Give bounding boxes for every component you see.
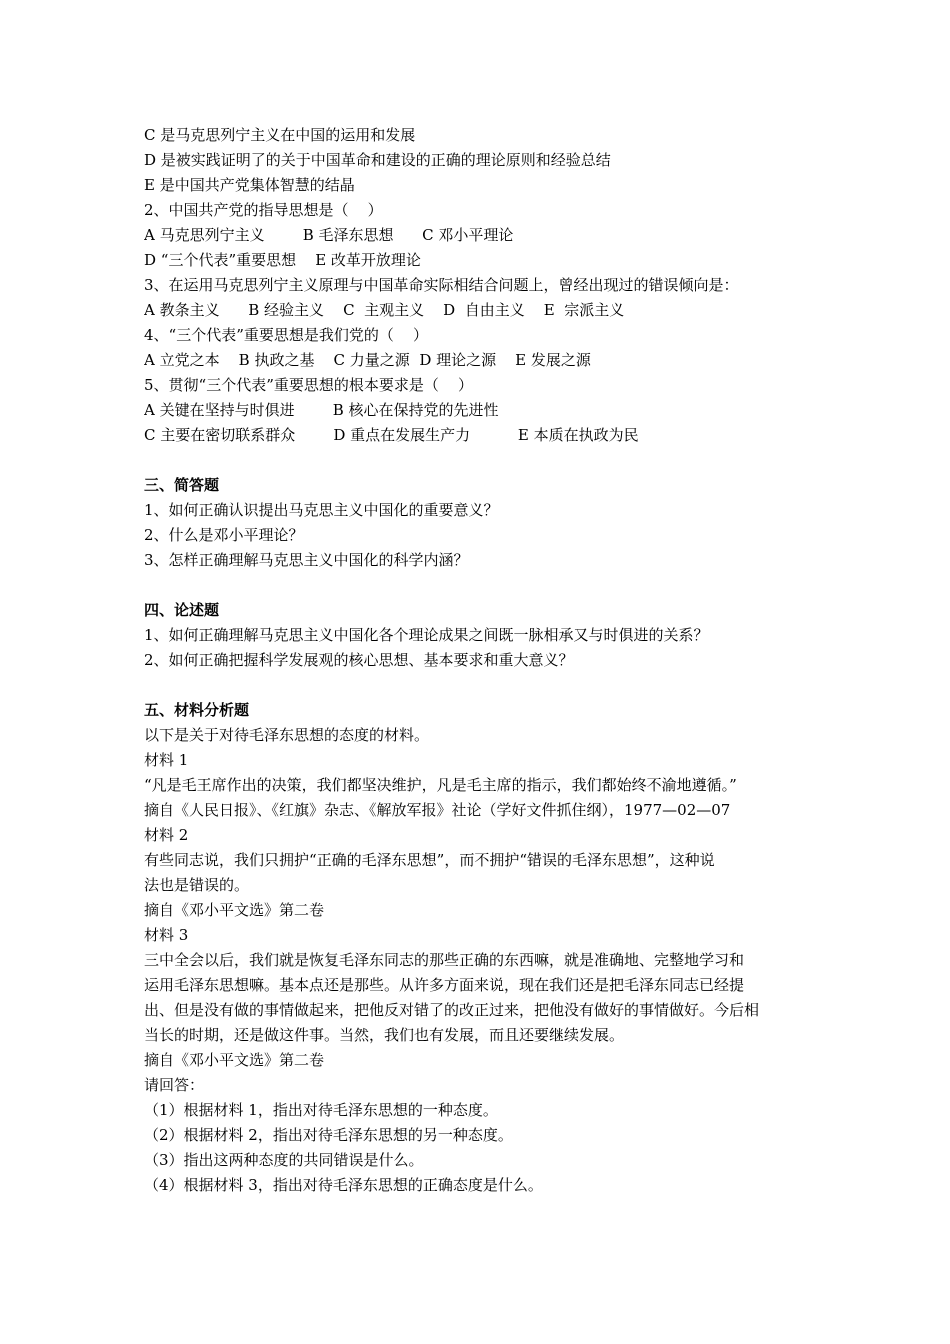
- option-line: C 主要在密切联系群众 D 重点在发展生产力 E 本质在执政为民: [144, 426, 639, 444]
- material-label: 材料 2: [144, 826, 189, 844]
- sub-question: （1）根据材料 1，指出对待毛泽东思想的一种态度。: [144, 1101, 498, 1119]
- material-text: 三中全会以后，我们就是恢复毛泽东同志的那些正确的东西嘛，就是准确地、完整地学习和: [144, 951, 745, 969]
- option-line: C 是马克思列宁主义在中国的运用和发展: [144, 126, 416, 144]
- material-source: 摘自《邓小平文选》第二卷: [144, 1051, 325, 1069]
- multi-choice-section: [144, 123, 824, 448]
- material-text: 出、但是没有做的事情做起来，把他反对错了的改正过来，把他没有做好的事情做好。今后相: [144, 1001, 760, 1019]
- option-line: D 是被实践证明了的关于中国革命和建设的正确的理论原则和经验总结: [144, 151, 611, 169]
- short-answer-section: [144, 473, 824, 573]
- material-analysis-section: [144, 698, 824, 1198]
- option-line: A 立党之本 B 执政之基 C 力量之源 D 理论之源 E 发展之源: [144, 351, 591, 369]
- material-text: 有些同志说，我们只拥护“正确的毛泽东思想”，而不拥护“错误的毛泽东思想”，这种说: [144, 851, 715, 869]
- material-label: 材料 3: [144, 926, 189, 944]
- material-label: 材料 1: [144, 751, 189, 769]
- question-line: 1、如何正确认识提出马克思主义中国化的重要意义？: [144, 501, 499, 519]
- question-line: 3、在运用马克思列宁主义原理与中国革命实际相结合问题上，曾经出现过的错误倾向是：: [144, 276, 739, 294]
- section-heading: 三、简答题: [144, 476, 220, 494]
- option-line: A 关键在坚持与时俱进 B 核心在保持党的先进性: [144, 401, 499, 419]
- material-text: 运用毛泽东思想嘛。基本点还是那些。从许多方面来说，现在我们还是把毛泽东同志已经提: [144, 976, 745, 994]
- spacer: [144, 673, 824, 698]
- spacer: [144, 573, 824, 598]
- question-line: 2、什么是邓小平理论？: [144, 526, 304, 544]
- section-heading: 四、论述题: [144, 601, 220, 619]
- document-page: [144, 123, 824, 1198]
- question-line: 4、“三个代表”重要思想是我们党的（ ）: [144, 326, 428, 344]
- question-line: 3、怎样正确理解马克思主义中国化的科学内涵？: [144, 551, 469, 569]
- sub-question: （3）指出这两种态度的共同错误是什么。: [144, 1151, 424, 1169]
- option-line: A 教条主义 B 经验主义 C 主观主义 D 自由主义 E 宗派主义: [144, 301, 625, 319]
- option-line: D “三个代表”重要思想 E 改革开放理论: [144, 251, 421, 269]
- sub-question: （4）根据材料 3，指出对待毛泽东思想的正确态度是什么。: [144, 1176, 543, 1194]
- spacer: [144, 448, 824, 473]
- question-line: 2、如何正确把握科学发展观的核心思想、基本要求和重大意义？: [144, 651, 574, 669]
- question-line: 1、如何正确理解马克思主义中国化各个理论成果之间既一脉相承又与时俱进的关系？: [144, 626, 709, 644]
- question-line: 2、中国共产党的指导思想是（ ）: [144, 201, 383, 219]
- option-line: E 是中国共产党集体智慧的结晶: [144, 176, 355, 194]
- intro-text: 以下是关于对待毛泽东思想的态度的材料。: [144, 726, 430, 744]
- material-source: 摘自《邓小平文选》第二卷: [144, 901, 325, 919]
- material-text: “凡是毛王席作出的决策，我们都坚决维护，凡是毛主席的指示，我们都始终不渝地遵循。”: [144, 776, 737, 794]
- material-text: 法也是错误的。: [144, 876, 250, 894]
- question-line: 5、贯彻“三个代表”重要思想的根本要求是（ ）: [144, 376, 473, 394]
- material-source: 摘自《人民日报》、《红旗》杂志、《解放军报》社论（学好文件抓住纲），1977—02—07: [144, 801, 731, 819]
- section-heading: 五、材料分析题: [144, 701, 250, 719]
- essay-section: [144, 598, 824, 673]
- sub-question: （2）根据材料 2，指出对待毛泽东思想的另一种态度。: [144, 1126, 513, 1144]
- answer-prompt: 请回答：: [144, 1076, 205, 1094]
- option-line: A 马克思列宁主义 B 毛泽东思想 C 邓小平理论: [144, 226, 514, 244]
- material-text: 当长的时期，还是做这件事。当然，我们也有发展，而且还要继续发展。: [144, 1026, 625, 1044]
